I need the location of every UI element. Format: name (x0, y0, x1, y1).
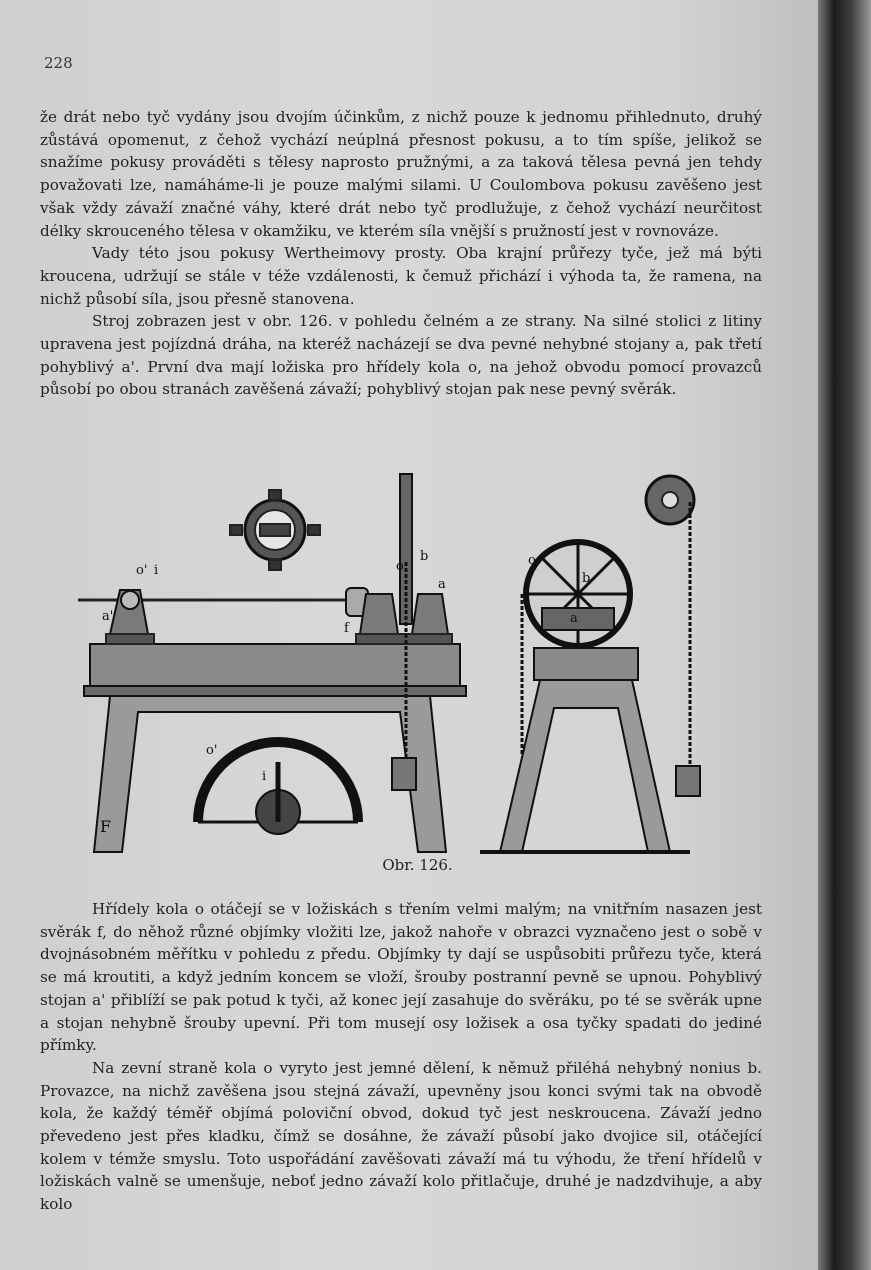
text-block-top (40, 106, 762, 401)
figure-label: o' (206, 743, 218, 758)
scale-arc-drawing (198, 742, 358, 834)
paragraph: Na zevní straně kola o vyryto jest jemné dělení, k němuž přiléhá nehybný nonius b. Provazce, na nichž zavěšena jsou stejná závaží, upevněny jsou konci svými tak na obvodě kola, že každý téměř objímá poloviční obvod, dokud tyč jest neskroucena. Závaží jedno převedeno jest přes kladku, čímž se dosáhne, že závaží působí jako dvojice sil, otáčející kolem v témže smyslu. Toto uspořádání zavěšovati závaží má tu výhodu, že tření hřídelů v ložiskách valně se umenšuje, neboť jedno závaží kolo přitlačuje, druhé je nadzdvihuje, a aby kolo (40, 1058, 762, 1214)
figure-label: b (582, 571, 591, 586)
clamp-detail-drawing (230, 490, 320, 570)
figure-label: a (570, 611, 578, 626)
text-block-bottom (40, 898, 762, 1216)
engraver-signature: F (100, 817, 112, 836)
paragraph: Stroj zobrazen jest v obr. 126. v pohledu čelném a ze strany. Na silné stolici z litiny upravena jest pojízdná dráha, na kteréž nacházejí se dva pevné nehybné stojany a, pak třetí pohyblivý a'. První dva mají ložiska pro hřídely kola o, na jehož obvodu pomocí provazců působí po obou stranách zavěšená závaží; pohyblivý stojan pak nese pevný svěrák. (40, 312, 762, 399)
page-number: 228 (44, 54, 73, 72)
book-binding-shadow (818, 0, 871, 1270)
figure-label: a (438, 577, 446, 592)
figure-label: o' (136, 563, 148, 578)
figure-label: o (396, 559, 404, 574)
figure-label: b (420, 549, 429, 564)
figure-label: f (344, 621, 349, 636)
paragraph: Vady této jsou pokusy Wertheimovy prosty. Oba krajní průřezy tyče, jež má býti kroucena, udržují se stále v téže vzdálenosti, k čemuž přichází i výhoda ta, že ramena, na nichž působí síla, jsou přesně stanovena. (40, 244, 762, 308)
figure-label: a' (102, 609, 114, 624)
figure-label: o (528, 553, 536, 568)
paragraph: Hřídely kola o otáčejí se v ložiskách s třením velmi malým; na vnitřním nasazen jest svěrák f, do něhož různé objímky vložiti lze, jakož nahoře v obrazci vyznačeno jest o sobě v dvojnásobném měřítku v pohledu z předu. Objímky ty dají se uspůsobiti průřezu tyče, která se má kroutiti, a když jedním koncem se vloží, šrouby postranní pevně se upnou. Pohyblivý stojan a' přiblíží se pak potud k tyči, až konec její zasahuje do svěráku, po té se svěrák upne a stojan nehybně šrouby upevní. Při tom musejí osy ložisek a osa tyčky spadati do jediné přímky. (40, 900, 762, 1055)
apparatus-illustration (70, 462, 710, 862)
figure-label: i (154, 563, 159, 578)
side-view-drawing (480, 476, 700, 852)
figure-caption: Obr. 126. (382, 856, 453, 874)
figure-label: i (262, 769, 267, 784)
paragraph: že drát nebo tyč vydány jsou dvojím účinkům, z nichž pouze k jednomu přihlednuto, druhý zůstává opomenut, z čehož vychází neúplná přesnost pokusu, a to tím spíše, jelikož se snažíme pokusy prováděti s tělesy naprosto pružnými, a za taková tělesa pevná jen tehdy považovati lze, namáháme-li je pouze malými silami. U Coulombova pokusu zavěšeno jest však vždy závaží značné váhy, které drát nebo tyč prodlužuje, z čehož vychází neurčitost délky skrouceného tělesa v okamžiku, ve kterém síla vnější s pružností jest v rovnováze. (40, 108, 762, 240)
